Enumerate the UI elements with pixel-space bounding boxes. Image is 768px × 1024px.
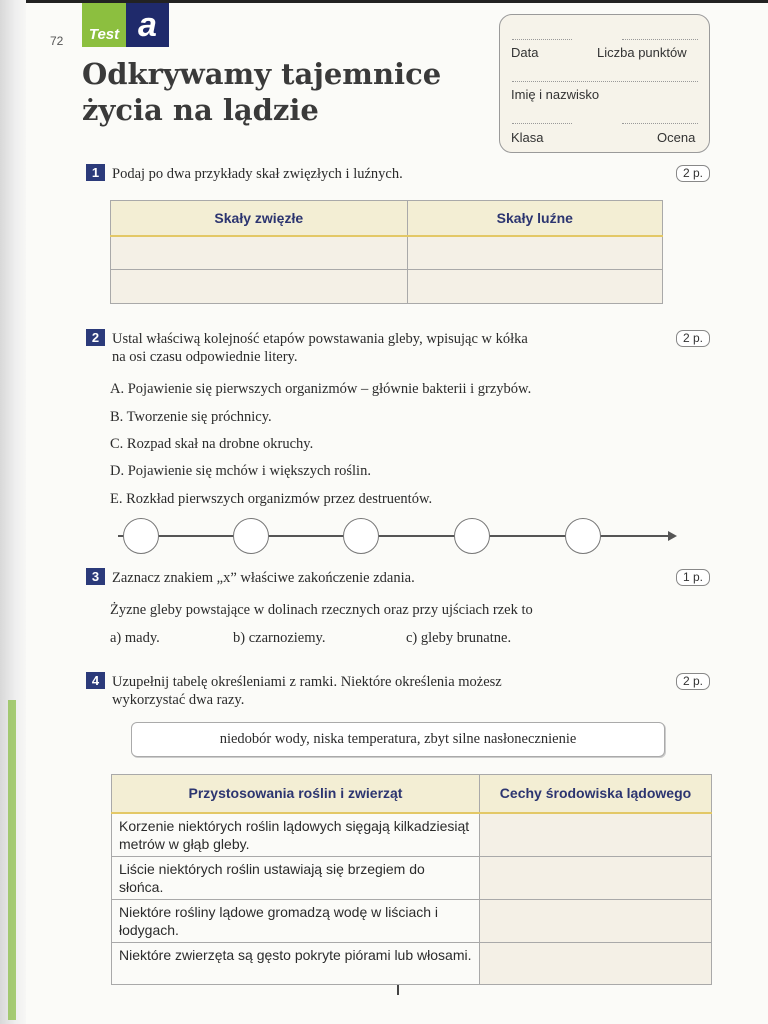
table-row — [112, 942, 712, 984]
table-header: Skały zwięzłe — [111, 201, 408, 236]
question-text: Uzupełnij tabelę określeniami z ramki. Niektóre określenia możesz — [112, 674, 502, 690]
page-title — [82, 56, 441, 128]
adaptations-table — [111, 774, 712, 985]
answer-option-a[interactable]: a) mady. — [110, 630, 160, 646]
name-label: Imię i nazwisko — [511, 87, 600, 102]
class-line — [512, 123, 572, 124]
table-header: Przystosowania roślin i zwierząt — [112, 775, 480, 813]
timeline-circle[interactable] — [233, 518, 269, 554]
answer-cell[interactable] — [407, 270, 662, 304]
test-badge — [82, 3, 169, 47]
timeline-circle[interactable] — [343, 518, 379, 554]
name-line — [512, 81, 698, 82]
word-bank: niedobór wody, niska temperatura, zbyt silne nasłonecznienie — [131, 722, 665, 757]
option-c: C. Rozpad skał na drobne okruchy. — [110, 436, 314, 452]
question-text-cont: na osi czasu odpowiednie litery. — [112, 349, 298, 365]
answer-option-b[interactable]: b) czarnoziemy. — [233, 630, 326, 646]
answer-cell[interactable] — [480, 856, 712, 899]
title-line-1: Odkrywamy tajemnice — [82, 57, 442, 91]
answer-option-c[interactable]: c) gleby brunatne. — [406, 630, 512, 646]
page-number: 72 — [50, 34, 64, 48]
answer-cell[interactable] — [111, 236, 408, 270]
question-text-cont: wykorzystać dwa razy. — [112, 692, 245, 708]
rocks-table — [110, 200, 663, 304]
adaptation-cell: Liście niektórych roślin ustawiają się brzegiem do słońca. — [112, 856, 480, 899]
points-badge: 1 p. — [676, 569, 710, 586]
student-info-box — [499, 14, 710, 153]
timeline-circle[interactable] — [123, 518, 159, 554]
question-text: Zaznacz znakiem „x” właściwe zakończenie zdania. — [112, 570, 415, 586]
answer-cell[interactable] — [480, 813, 712, 857]
option-d: D. Pojawienie się mchów i większych roślin. — [110, 463, 371, 479]
spine-green-stripe — [8, 700, 16, 1020]
test-variant: a — [126, 3, 169, 47]
title-line-2: życia na lądzie — [82, 93, 319, 127]
question-2 — [86, 329, 528, 366]
date-label: Data — [511, 45, 539, 60]
test-label: Test — [82, 3, 126, 47]
grade-label: Ocena — [657, 130, 696, 145]
table-header: Skały luźne — [407, 201, 662, 236]
adaptation-cell: Korzenie niektórych roślin lądowych sięgają kilkadziesiąt metrów w głąb gleby. — [112, 813, 480, 857]
question-number: 1 — [86, 164, 105, 181]
adaptation-cell: Niektóre zwierzęta są gęsto pokryte piórami lub włosami. — [112, 942, 480, 984]
question-4 — [86, 672, 502, 709]
grade-line — [622, 123, 698, 124]
question-number: 3 — [86, 568, 105, 585]
timeline-circle[interactable] — [565, 518, 601, 554]
question-1 — [86, 164, 403, 183]
answer-cell[interactable] — [480, 899, 712, 942]
table-row — [112, 813, 712, 857]
class-label: Klasa — [511, 130, 544, 145]
points-badge: 2 p. — [676, 330, 710, 347]
question-number: 2 — [86, 329, 105, 346]
answer-cell[interactable] — [407, 236, 662, 270]
arrow-right-icon — [668, 531, 677, 541]
question-number: 4 — [86, 672, 105, 689]
timeline-circle[interactable] — [454, 518, 490, 554]
option-a: A. Pojawienie się pierwszych organizmów – głównie bakterii i grzybów. — [110, 381, 532, 397]
table-row — [112, 899, 712, 942]
question-text: Ustal właściwą kolejność etapów powstawania gleby, wpisując w kółka — [112, 331, 528, 347]
answer-cell[interactable] — [480, 942, 712, 984]
date-line — [512, 39, 572, 40]
points-line — [622, 39, 698, 40]
points-badge: 2 p. — [676, 165, 710, 182]
option-e: E. Rozkład pierwszych organizmów przez destruentów. — [110, 491, 433, 507]
timeline — [118, 518, 683, 554]
table-header: Cechy środowiska lądowego — [480, 775, 712, 813]
adaptation-cell: Niektóre rośliny lądowe gromadzą wodę w liściach i łodygach. — [112, 899, 480, 942]
option-b: B. Tworzenie się próchnicy. — [110, 409, 272, 425]
answer-cell[interactable] — [111, 270, 408, 304]
question-sentence: Żyzne gleby powstające w dolinach rzecznych oraz przy ujściach rzek to — [110, 602, 533, 618]
table-row — [112, 856, 712, 899]
points-badge: 2 p. — [676, 673, 710, 690]
question-3 — [86, 568, 415, 587]
question-text: Podaj po dwa przykłady skał zwięzłych i luźnych. — [112, 166, 403, 182]
points-label: Liczba punktów — [597, 45, 687, 60]
page-mark — [397, 985, 399, 995]
